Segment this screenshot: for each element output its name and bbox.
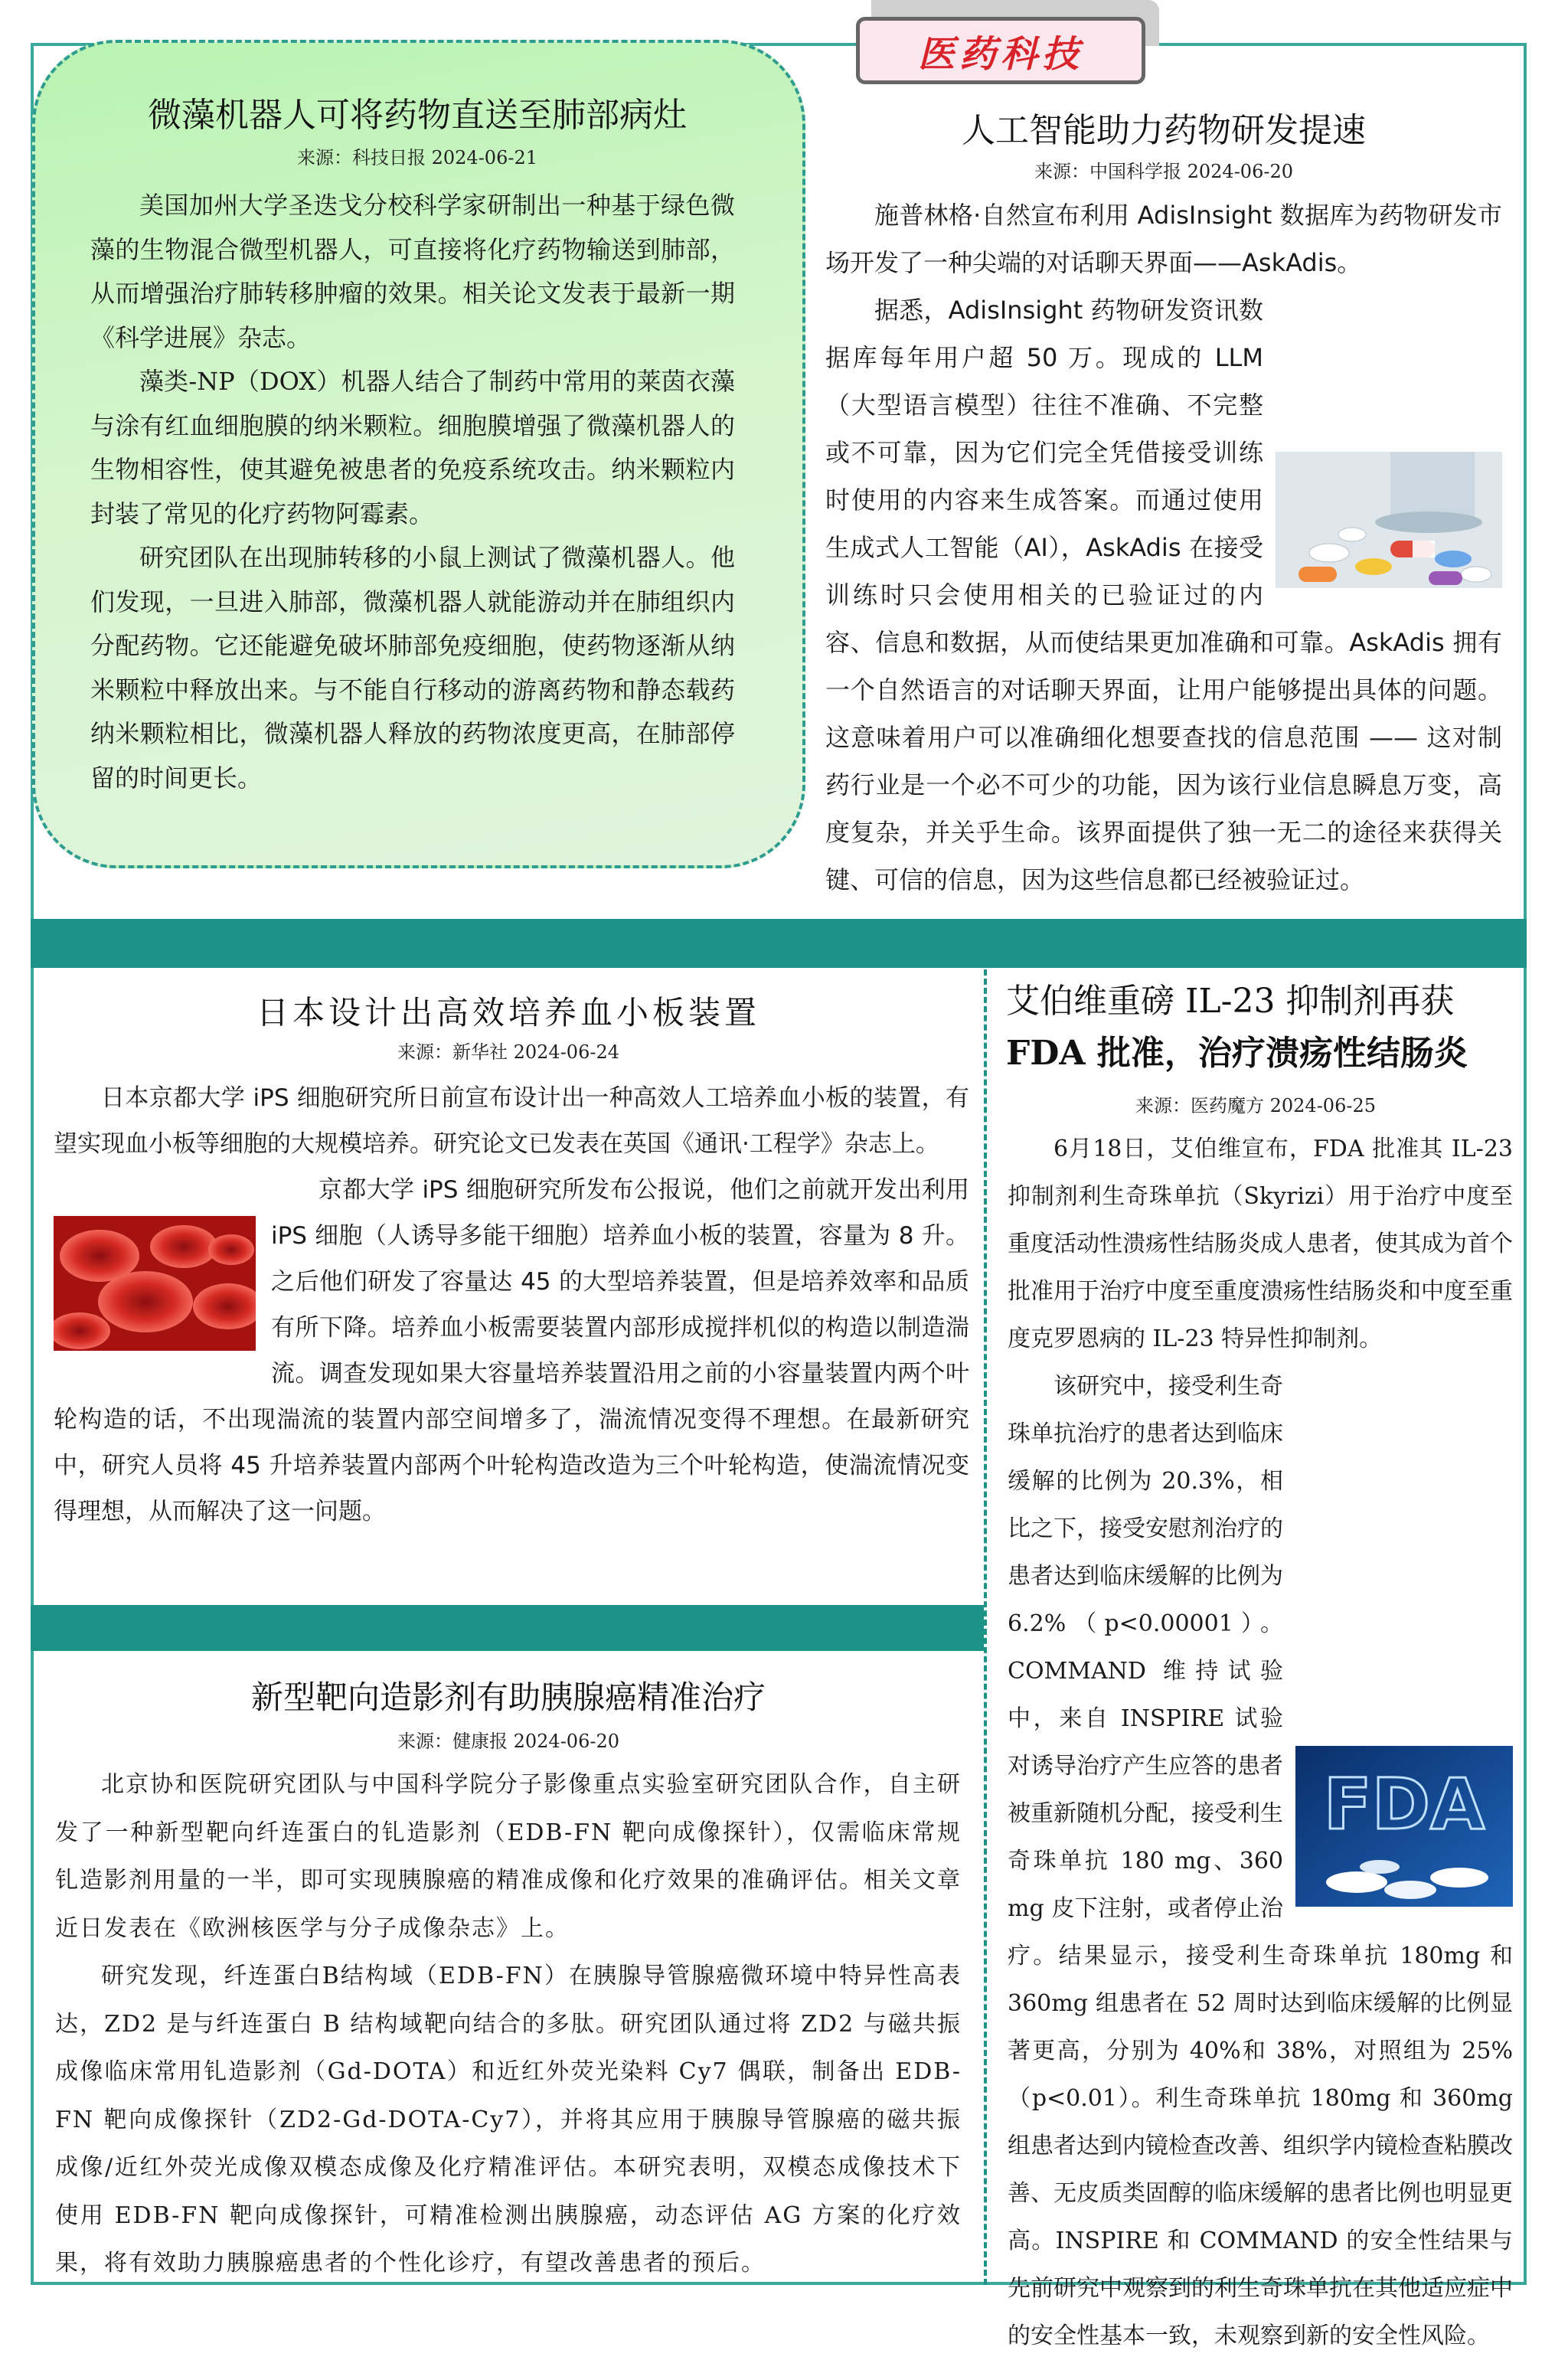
- paragraph: 研究团队在出现肺转移的小鼠上测试了微藻机器人。他们发现，一旦进入肺部，微藻机器人就能游动并在肺组织内分配药物。它还能避免破坏肺部免疫细胞，使药物逐渐从纳米颗粒中释放出来。与不能自行移动的游离药物和静态载药纳米颗粒相比，微藻机器人释放的药物浓度更高，在肺部停留的时间更长。: [90, 543, 735, 793]
- section-band-2: [31, 1605, 984, 1651]
- article-contrast-body: [55, 1761, 962, 2288]
- article-contrast-source: 来源：健康报 2024-06-20: [397, 1731, 619, 1752]
- paragraph: 据悉，AdisInsight 药物研发资讯数据库每年用户超 50 万。现成的 LLM（大型语言模型）往往不准确、不完整或不可靠，因为它们完全凭借接受训练时使用的内容来生成答案。而通过使用生成式人工智能（AI），AskAdis 在接受训练时只会使用相关的已验证过的内容、信息和数据，从而使结果更加准确和可靠。AskAdis 拥有一个自然语言的对话聊天界面，让用户能够提出具体的问题。这意味着用户可以准确细化想要查找的信息范围 —— 这对制药行业是一个必不可少的功能，因为该行业信息瞬息万变，高度复杂，并关乎生命。该界面提供了独一无二的途径来获得关键、可信的信息，因为这些信息都已经被验证过。: [825, 296, 1502, 894]
- paragraph: 美国加州大学圣迭戈分校科学家研制出一种基于绿色微藻的生物混合微型机器人，可直接将化疗药物输送到肺部，从而增强治疗肺转移肿瘤的效果。相关论文发表于最新一期《科学进展》杂志。: [90, 191, 735, 352]
- article-abbvie-title: [995, 976, 1527, 1080]
- paragraph: 北京协和医院研究团队与中国科学院分子影像重点实验室研究团队合作，自主研发了一种新型靶向纤连蛋白的钆造影剂（EDB-FN 靶向成像探针），仅需临床常规钆造影剂用量的一半，即可实现胰腺癌的精准成像和化疗效果的准确评估。相关文章近日发表在《欧洲核医学与分子成像杂志》上。: [55, 1771, 962, 1942]
- section-band-1: [31, 919, 1527, 968]
- article-platelet-body: [54, 1075, 969, 1535]
- article-abbvie-body: [1008, 1126, 1513, 2360]
- article-ai-source: 来源：中国科学报 2024-06-20: [1034, 161, 1293, 182]
- article-microalgae-title: 微藻机器人可将药物直送至肺部病灶: [148, 96, 687, 135]
- paragraph: 研究发现，纤连蛋白B结构域（EDB-FN）在胰腺导管腺癌微环境中特异性高表达，ZD2 是与纤连蛋白 B 结构域靶向结合的多肽。研究团队通过将 ZD2 与磁共振成像临床常用钆造影剂（Gd-DOTA）和近红外荧光染料 Cy7 偶联，制备出 EDB-FN 靶向成像探针（ZD2-Gd-DOTA-Cy7），并将其应用于胰腺导管腺癌的磁共振成像/近红外荧光成像双模态成像及化疗精准评估。本研究表明，双模态成像技术下使用 EDB-FN 靶向成像探针，可精准检测出胰腺癌，动态评估 AG 方案的化疗效果，将有效助力胰腺癌患者的个性化诊疗，有望改善患者的预后。: [55, 1963, 962, 2277]
- article-platelet-title: 日本设计出高效培养血小板装置: [256, 994, 760, 1031]
- article-microalgae-source: 来源：科技日报 2024-06-21: [296, 147, 537, 168]
- article-abbvie-source: 来源：医药魔方 2024-06-25: [1135, 1095, 1376, 1116]
- paragraph: 藻类-NP（DOX）机器人结合了制药中常用的莱茵衣藻与涂有红血细胞膜的纳米颗粒。细胞膜增强了微藻机器人的生物相容性，使其避免被患者的免疫系统攻击。纳米颗粒内封装了常见的化疗药物阿霉素。: [90, 367, 735, 528]
- article-abbvie-title-line2: FDA 批准，治疗溃疡性结肠炎: [1006, 1034, 1468, 1073]
- paragraph: 京都大学 iPS 细胞研究所发布公报说，他们之前就开发出利用 iPS 细胞（人诱导多能干细胞）培养血小板的装置，容量为 8 升。之后他们研发了容量达 45 的大型培养装置，但是培养效率和品质有所下降。培养血小板需要装置内部形成搅拌机似的构造以制造湍流。调查发现如果大容量培养装置沿用之前的小容量装置内两个叶轮构造的话，不出现湍流的装置内部空间增多了，湍流情况变得不理想。在最新研究中，研究人员将 45 升培养装置内部两个叶轮构造改造为三个叶轮构造，使湍流情况变得理想，从而解决了这一问题。: [54, 1176, 969, 1525]
- article-ai-body: [825, 191, 1502, 904]
- column-divider: [984, 969, 987, 2285]
- article-platelet-source: 来源：新华社 2024-06-24: [397, 1041, 619, 1063]
- article-microalgae-body: [90, 184, 735, 800]
- paragraph: 施普林格·自然宣布利用 AdisInsight 数据库为药物研发市场开发了一种尖端的对话聊天界面——AskAdis。: [825, 201, 1502, 277]
- article-abbvie-title-line1: 艾伯维重磅 IL-23 抑制剂再获: [1006, 982, 1455, 1021]
- paragraph: 日本京都大学 iPS 细胞研究所日前宣布设计出一种高效人工培养血小板的装置，有望实现血小板等细胞的大规模培养。研究论文已发表在英国《通讯·工程学》杂志上。: [54, 1084, 969, 1158]
- pills-illustration: [1276, 452, 1502, 588]
- red-blood-cells-image: [54, 1216, 256, 1351]
- section-tab: [856, 17, 1145, 84]
- pills-image: [1276, 452, 1502, 588]
- paragraph: 该研究中，接受利生奇珠单抗治疗的患者达到临床缓解的比例为 20.3%，相比之下，接受安慰剂治疗的患者达到临床缓解的比例为 6.2%（p<0.00001）。COMMAND 维持试验中，来自 INSPIRE 试验对诱导治疗产生应答的患者被重新随机分配，接受利生奇珠单抗 180 mg、360 mg 皮下注射，或者停止治疗。结果显示，接受利生奇珠单抗 180mg 和 360mg 组患者在 52 周时达到临床缓解的比例显著更高，分别为 40%和 38%，对照组为 25%（p<0.01）。利生奇珠单抗 180mg 和 360mg 组患者达到内镜检查改善、组织学内镜检查粘膜改善、无皮质类固醇的临床缓解的患者比例也明显更高。INSPIRE 和 COMMAND 的安全性结果与先前研究中观察到的利生奇珠单抗在其他适应症中的安全性基本一致，未观察到新的安全性风险。: [1008, 1373, 1513, 2349]
- article-contrast-title: 新型靶向造影剂有助胰腺癌精准治疗: [250, 1678, 766, 1716]
- fda-illustration: [1295, 1746, 1513, 1907]
- paragraph: 6月18日，艾伯维宣布，FDA 批准其 IL-23 抑制剂利生奇珠单抗（Skyrizi）用于治疗中度至重度活动性溃疡性结肠炎成人患者，使其成为首个批准用于治疗中度至重度溃疡性结肠炎和中度至重度克罗恩病的 IL-23 特异性抑制剂。: [1008, 1136, 1513, 1352]
- fda-image: [1295, 1746, 1513, 1907]
- section-tab-label: 医药科技: [917, 32, 1083, 76]
- article-ai-title: 人工智能助力药物研发提速: [962, 111, 1366, 150]
- blood-cells-illustration: [54, 1216, 256, 1351]
- fda-logo-text: FDA: [1323, 1763, 1485, 1845]
